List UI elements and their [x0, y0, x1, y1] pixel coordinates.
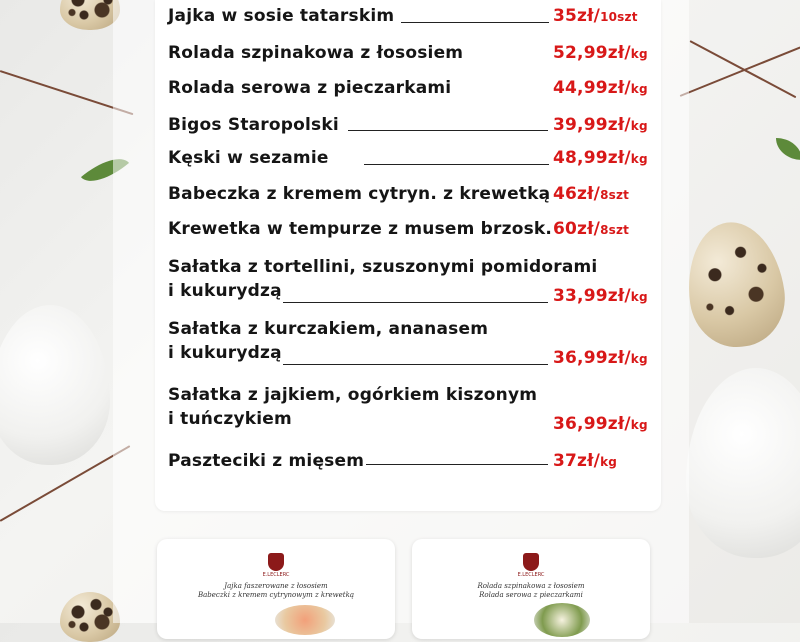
menu-item: [168, 148, 658, 168]
quail-egg-right: [680, 216, 791, 353]
menu-item-name: Rolada szpinakowa z łososiem: [168, 43, 464, 63]
price-unit: kg: [630, 352, 648, 366]
price-value: 36,99zł/: [553, 348, 631, 368]
menu-item: [168, 43, 658, 63]
dotted-leader: [401, 22, 549, 23]
price-value: 33,99zł/: [553, 286, 631, 306]
menu-item: [168, 184, 658, 204]
white-egg-right: [686, 368, 800, 558]
menu-item-name-line-1: Sałatka z kurczakiem, ananasem: [168, 319, 489, 339]
menu-item-price: [553, 348, 648, 368]
thumbnail-caption-line-2: Babeczki z kremem cytrynowym z krewetką: [197, 591, 355, 599]
thumbnail-caption-line-2: Rolada serowa z pieczarkami: [479, 591, 583, 599]
menu-item-name-line-2: i kukurydzą: [168, 281, 282, 301]
menu-item-name-line-2: i kukurydzą: [168, 343, 282, 363]
dotted-leader: [364, 164, 549, 165]
menu-item-name-line-1: Sałatka z tortellini, szuszonymi pomidorami: [168, 257, 598, 277]
price-unit: kg: [630, 290, 648, 304]
menu-item-name: Krewetka w tempurze z musem brzosk.: [168, 219, 553, 239]
menu-item-price: [553, 78, 648, 98]
dotted-leader: [348, 130, 548, 131]
price-unit: kg: [630, 119, 648, 133]
price-unit: kg: [630, 152, 648, 166]
menu-item: [168, 219, 658, 239]
thumbnail-caption-line-1: Jajka faszerowane z łososiem: [224, 582, 328, 590]
menu-item-price: [553, 414, 648, 434]
menu-item-name: Babeczka z kremem cytryn. z krewetką: [168, 184, 551, 204]
dotted-leader: [366, 464, 548, 465]
menu-item-price: [553, 219, 629, 239]
price-value: 48,99zł/: [553, 148, 631, 168]
price-value: 46zł/: [553, 184, 601, 204]
menu-item: [168, 319, 658, 368]
price-unit: kg: [630, 82, 648, 96]
leclerc-logo-icon: [523, 553, 539, 571]
price-unit: kg: [630, 47, 648, 61]
brand-label: E.LECLERC: [262, 572, 290, 578]
twig-4: [690, 40, 797, 98]
price-value: 52,99zł/: [553, 43, 631, 63]
dotted-leader: [283, 364, 548, 365]
menu-item-price: [553, 115, 648, 135]
price-unit: 10szt: [600, 10, 638, 24]
menu-item-name: Bigos Staropolski: [168, 115, 339, 135]
dotted-leader: [283, 302, 548, 303]
price-unit: kg: [600, 455, 618, 469]
price-value: 39,99zł/: [553, 115, 631, 135]
price-unit: 8szt: [600, 223, 630, 237]
leclerc-logo-icon: [268, 553, 284, 571]
price-value: 44,99zł/: [553, 78, 631, 98]
price-value: 60zł/: [553, 219, 601, 239]
price-value: 37zł/: [553, 451, 601, 471]
menu-item-name: Jajka w sosie tatarskim: [168, 6, 395, 26]
menu-item-price: [553, 43, 648, 63]
thumbnail-caption-line-1: Rolada szpinakowa z łososiem: [477, 582, 585, 590]
quail-egg-bottom-left: [60, 592, 120, 642]
brand-label: E.LECLERC: [517, 572, 545, 578]
price-value: 35zł/: [553, 6, 601, 26]
menu-item: [168, 6, 658, 26]
menu-item: [168, 257, 658, 306]
product-thumbnail-1[interactable]: [157, 539, 395, 639]
menu-item-name-line-1: Sałatka z jajkiem, ogórkiem kiszonym: [168, 385, 538, 405]
quail-egg-top-left: [60, 0, 120, 30]
menu-item-name: Kęski w sezamie: [168, 148, 329, 168]
menu-item: [168, 385, 658, 434]
food-image: [534, 603, 590, 637]
menu-card: [155, 0, 661, 511]
menu-item: [168, 78, 658, 98]
menu-item: [168, 115, 658, 135]
menu-item-price: [553, 451, 617, 471]
white-eggshell-left: [0, 305, 110, 465]
menu-item: [168, 451, 658, 471]
menu-item-price: [553, 184, 629, 204]
menu-item-price: [553, 148, 648, 168]
price-unit: kg: [630, 418, 648, 432]
menu-item-price: [553, 6, 638, 26]
leaf-right: [776, 138, 800, 160]
food-image: [275, 605, 335, 635]
menu-item-name: Rolada serowa z pieczarkami: [168, 78, 452, 98]
price-value: 36,99zł/: [553, 414, 631, 434]
price-unit: 8szt: [600, 188, 630, 202]
product-thumbnail-2[interactable]: [412, 539, 650, 639]
menu-item-price: [553, 286, 648, 306]
menu-item-name-line-2: i tuńczykiem: [168, 409, 292, 429]
menu-item-name: Paszteciki z mięsem: [168, 451, 365, 471]
